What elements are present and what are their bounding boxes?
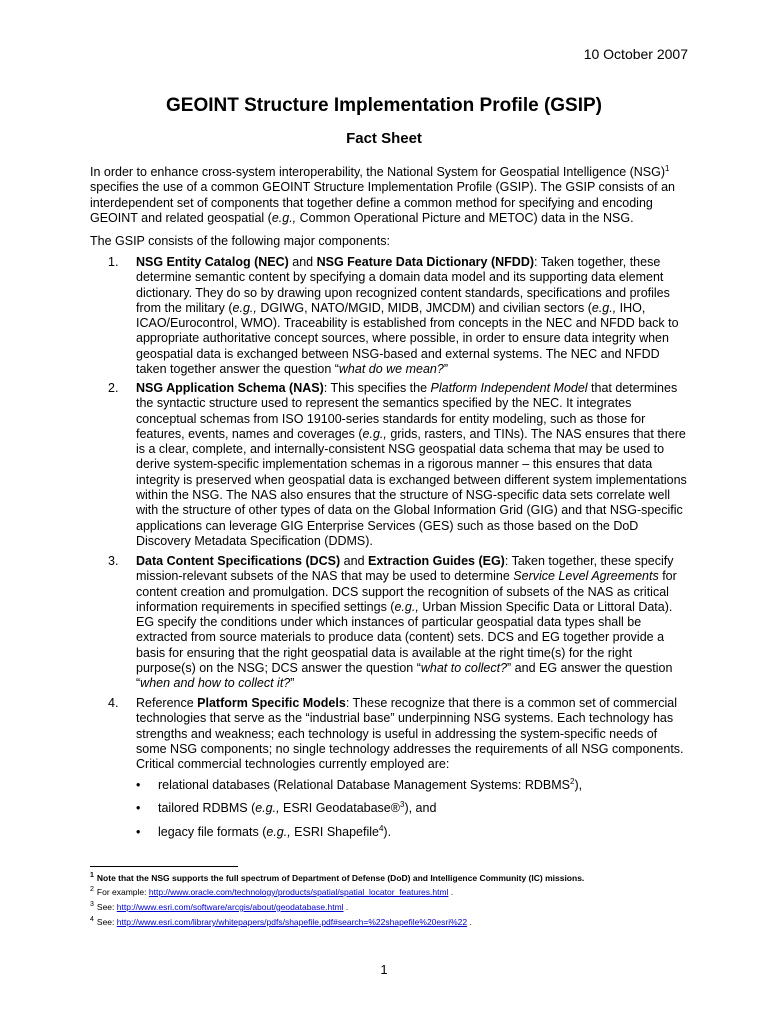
bullet-text: relational databases (Relational Database Management Systems: RDBMS$^2$), bbox=[158, 776, 583, 792]
list-item bbox=[108, 255, 690, 377]
list-item-number: 2. bbox=[108, 381, 119, 395]
footnote-2: $^2$ For example: http://www.oracle.com/technology/products/spatial/spatial_locator_features.html . bbox=[90, 886, 454, 897]
components-lead: The GSIP consists of the following major components: bbox=[90, 234, 390, 248]
list-item-number: 3. bbox=[108, 554, 119, 568]
footnote-ref-3[interactable]: 3 bbox=[399, 799, 405, 809]
footnote-ref-4[interactable]: 4 bbox=[378, 823, 384, 833]
list-item-text: Reference Platform Specific Models: These recognize that there is a common set of commercial technologies that serve as the “industrial base” underpinning NSG systems. Each technology has strengths and weakness; each technology is useful in addressing the system-specific needs of some NSG components; no single technology addresses the requirements of all NSG components. Critical commercial technologies currently employed are: bbox=[136, 696, 684, 772]
list-item-number: 1. bbox=[108, 255, 119, 269]
list-item-text: Data Content Specifications (DCS) and Extraction Guides (EG): Taken together, these specify mission-relevant subsets of the NAS that may be used to determine Service Level Agreements for content creation and promulgation. DCS support the recognition of subsets of the NAS as critical information requirements in specified settings (e.g., Urban Mission Specific Data or Littoral Data). EG specify the conditions under which instances of particular geospatial data types shall be extracted from source materials to produce data (content) sets. DCS and EG together provide a basis for ensuring that the right geospatial data is available at the right time(s) for the right purpose(s) on the NSG; DCS answer the question “what to collect?” and EG answer the question “when and how to collect it?” bbox=[136, 554, 677, 691]
footnote-link-geodatabase[interactable]: http://www.esri.com/software/arcgis/about/geodatabase.html bbox=[116, 902, 344, 912]
bullet-item bbox=[136, 801, 690, 816]
footnote-separator bbox=[90, 866, 238, 867]
bullet-dot-icon: • bbox=[136, 801, 141, 815]
intro-text-2: specifies the use of a common GEOINT Structure Implementation Profile (GSIP). The GSIP consists of an interdependent set of components that together define a common method for specifying and encoding GEOINT and related geospatial ( bbox=[90, 180, 675, 225]
footnote-link-shapefile[interactable]: http://www.esri.com/library/whitepapers/pdfs/shapefile.pdf#search=%22shapefile%20esri%22 bbox=[116, 917, 468, 927]
footnote-3: $^3$ See: http://www.esri.com/software/arcgis/about/geodatabase.html . bbox=[90, 901, 349, 912]
footnote-1: $^1$ Note that the NSG supports the full spectrum of Department of Defense (DoD) and Intelligence Community (IC) missions. bbox=[90, 872, 585, 883]
list-item-text: NSG Application Schema (NAS): This specifies the Platform Independent Model that determines the syntactic structure used to represent the semantics specified by the NEC. It integrates conceptual schemas from ISO 19100-series standards for entity modeling, such as those for features, events, names and coverages (e.g., grids, rasters, and TINs). The NAS ensures that there is a clear, complete, and internally-consistent NSG geospatial data schema that may be used to derive system-specific implementation schemas in a rigorous manner – this ensures that data integrity is preserved when geospatial data is exchanged between different system implementations within the NSG. The NAS also ensures that the structure of NSG-specific data sets correlate well with the structure of other types of data on the Global Information Grid (GIG) and that NSG-specific applications can leverage GIG Enterprise Services (GES) such as those based on the DoD Discovery Metadata Specification (DDMS). bbox=[136, 381, 687, 548]
footnote-ref-1[interactable]: 1 bbox=[665, 163, 670, 173]
footnote-4: $^4$ See: http://www.esri.com/library/whitepapers/pdfs/shapefile.pdf#search=%22shapefile%20esri%22 . bbox=[90, 916, 472, 927]
footnote-link-oracle[interactable]: http://www.oracle.com/technology/products/spatial/spatial_locator_features.html bbox=[148, 887, 449, 897]
intro-text-3: Common Operational Picture and METOC) data in the NSG. bbox=[296, 210, 634, 225]
page-number: 1 bbox=[380, 962, 388, 977]
document-subtitle: Fact Sheet bbox=[346, 130, 422, 147]
document-date: 10 October 2007 bbox=[583, 46, 688, 62]
list-item-text: NSG Entity Catalog (NEC) and NSG Feature Data Dictionary (NFDD): Taken together, these determine semantic content by specifying a domain data model and its supporting data element dictionary. They do so by drawing upon recognized content standards, specifications and profiles from the military (e.g., DGIWG, NATO/MGID, MIDB, JMCDM) and civilian sectors (e.g., IHO, ICAO/Eurocontrol, WMO). Traceability is established from concepts in the NEC and NFDD back to appropriate authoritative concept sources, where possible, in order to ensure data integrity when geospatial data is exchanged between NSG-based and external systems. The NEC and NFDD taken together answer the question “what do we mean?” bbox=[136, 255, 679, 377]
list-item bbox=[108, 381, 690, 549]
intro-text-1: In order to enhance cross-system interoperability, the National System for Geospatial Intelligence (NSG) bbox=[90, 165, 666, 179]
bullet-text: legacy file formats (e.g., ESRI Shapefile$^4$). bbox=[158, 823, 392, 839]
document-title: GEOINT Structure Implementation Profile (GSIP) bbox=[166, 95, 602, 116]
bullet-dot-icon: • bbox=[136, 825, 141, 839]
list-item-number: 4. bbox=[108, 696, 119, 710]
bullet-dot-icon: • bbox=[136, 778, 141, 792]
intro-eg: e.g., bbox=[271, 210, 297, 225]
list-item bbox=[108, 554, 690, 692]
footnote-ref-2[interactable]: 2 bbox=[570, 776, 575, 786]
bullet-text: tailored RDBMS (e.g., ESRI Geodatabase®$^3$), and bbox=[158, 799, 437, 815]
intro-paragraph bbox=[90, 165, 690, 226]
bullet-item bbox=[136, 825, 690, 840]
bullet-item bbox=[136, 778, 690, 793]
list-item bbox=[108, 696, 690, 772]
